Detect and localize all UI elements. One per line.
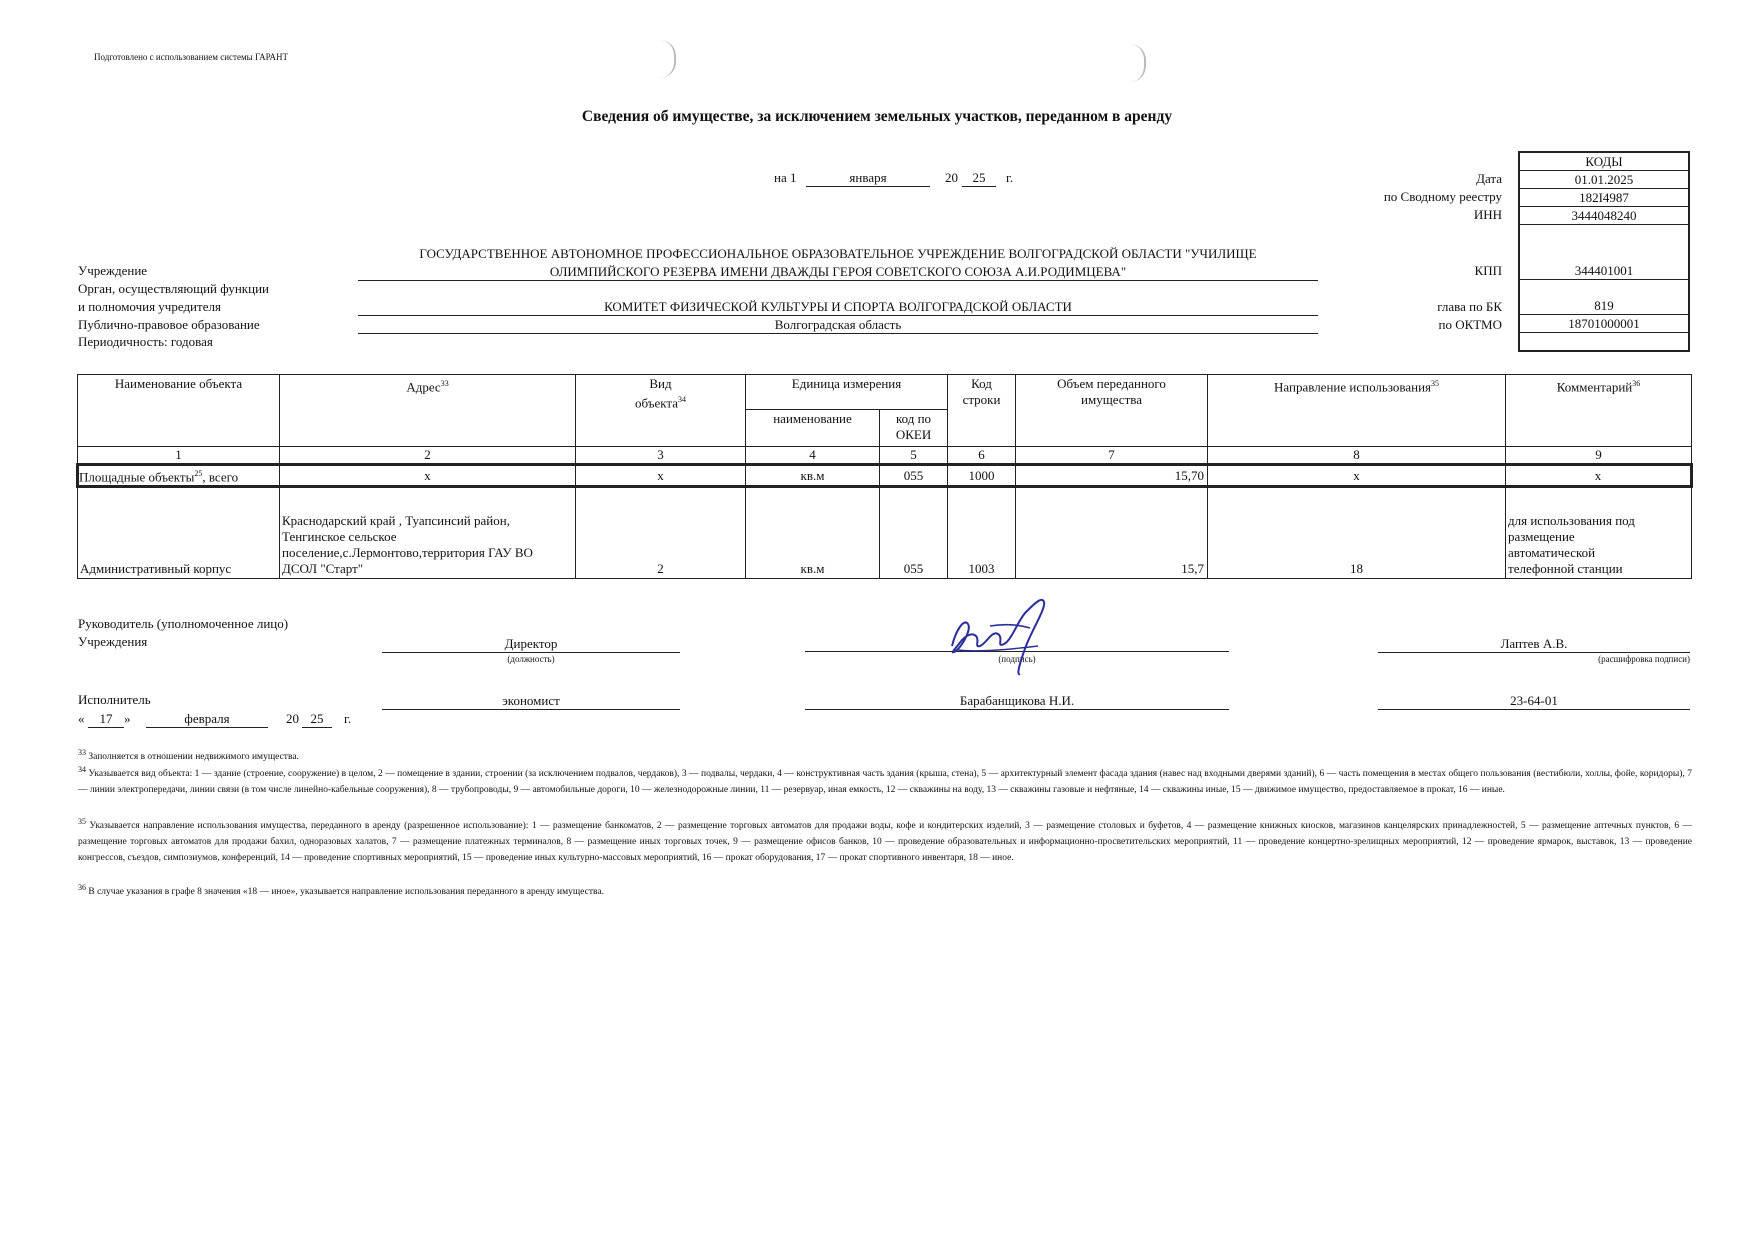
total-address: х bbox=[280, 465, 576, 487]
codes-table bbox=[1518, 151, 1690, 352]
institution-name-line2: ОЛИМПИЙСКОГО РЕЗЕРВА ИМЕНИ ДВАЖДЫ ГЕРОЯ СОВЕТСКОГО СОЮЗА А.И.РОДИМЦЕВА" bbox=[358, 264, 1318, 281]
code-label-registry: по Сводному реестру bbox=[1383, 189, 1502, 204]
head-name: Лаптев А.В. bbox=[1378, 636, 1690, 653]
sign-date-year: 25 bbox=[302, 711, 332, 728]
header-comment: Комментарий$^{36}$ bbox=[1506, 375, 1692, 447]
code-label-kpp: КПП bbox=[1474, 263, 1502, 278]
document-title: Сведения об имуществе, за исключением земельных участков, переданном в аренду bbox=[581, 108, 1173, 125]
public-entity-value: Волгоградская область bbox=[358, 317, 1318, 334]
public-entity-label: Публично-правовое образование bbox=[78, 317, 260, 332]
total-volume: 15,70 bbox=[1016, 465, 1208, 487]
total-row-code: 1000 bbox=[948, 465, 1016, 487]
header-unit-name: наименование bbox=[746, 410, 880, 447]
total-type: х bbox=[576, 465, 746, 487]
code-value-date: 01.01.2025 bbox=[1519, 171, 1689, 189]
row-comment: для использования под размещение автоматической телефонной станции bbox=[1506, 487, 1692, 579]
institution-name-line1: ГОСУДАРСТВЕННОЕ АВТОНОМНОЕ ПРОФЕССИОНАЛЬНОЕ ОБРАЗОВАТЕЛЬНОЕ УЧРЕЖДЕНИЕ ВОЛГОГРАДСКОЙ ОБЛАСТИ "УЧИЛИЩЕ bbox=[419, 246, 1257, 261]
executor-label: Исполнитель bbox=[78, 692, 151, 707]
row-name: Административный корпус bbox=[78, 487, 280, 579]
name-caption: (расшифровка подписи) bbox=[1598, 654, 1690, 664]
header-object-type: Вид объекта$^{34}$ bbox=[576, 375, 746, 447]
code-value-registry: 182I4987 bbox=[1519, 189, 1689, 207]
col-number: 3 bbox=[576, 447, 746, 465]
scan-mark-right bbox=[1130, 44, 1146, 82]
position-caption: (должность) bbox=[507, 654, 555, 664]
code-label-oktmo: по ОКТМО bbox=[1438, 317, 1502, 332]
header-unit-code: код по ОКЕИ bbox=[880, 410, 948, 447]
codes-heading: КОДЫ bbox=[1519, 152, 1689, 171]
signature-caption: (подпись) bbox=[998, 654, 1036, 664]
property-table bbox=[76, 374, 1693, 579]
total-comment: х bbox=[1506, 465, 1692, 487]
executor-phone: 23-64-01 bbox=[1378, 693, 1690, 710]
row-volume: 15,7 bbox=[1016, 487, 1208, 579]
code-value-oktmo: 18701000001 bbox=[1519, 315, 1689, 333]
footnote-34: $^{34}$ Указывается вид объекта: 1 — здание (строение, сооружение) в целом, 2 — помещение в здании, строении (за исключением подвалов, чердаков), 3 — подвалы, чердаки, 4 — конструктивная часть здания (крыша, стена), 5 — архитектурный элемент фасада здания (навес над входными дверями зданий), 6 — часть помещения в местах общего пользования (вестибюли, холлы, фойе, коридоры), 7 — линии электропередачи, линии связи (в том числе линейно-кабельные сооружения), 8 — трубопроводы, 9 — автомобильные дороги, 10 — железнодорожные линии, 11 — резервуар, иная емкость, 12 — скважины на воду, 13 — скважины газовые и нефтяные, 14 — скважины иные, 15 — движимое имущество, предоставляемое в прокат, 16 — иные. bbox=[78, 765, 1693, 796]
code-label-bk: глава по БК bbox=[1437, 299, 1502, 314]
table-row bbox=[78, 487, 1692, 579]
founder-label-line2: и полномочия учредителя bbox=[78, 299, 221, 314]
row-code: 1003 bbox=[948, 487, 1016, 579]
col-number: 6 bbox=[948, 447, 1016, 465]
header-name: Наименование объекта bbox=[78, 375, 280, 447]
col-number: 1 bbox=[78, 447, 280, 465]
code-value-bk: 819 bbox=[1519, 280, 1689, 315]
footnote-35: $^{35}$ Указывается направление использования имущества, переданного в аренду (разрешенное использование): 1 — размещение банкоматов, 2 — размещение торговых автоматов для продажи воды, кофе и кондитерских изделий, 3 — размещение столовых и буфетов, 4 — размещение книжных киосков, магазинов канцелярских принадлежностей, 5 — размещение аптечных пунктов, 6 — размещение торговых автоматов для продажи бахил, одноразовых халатов, 7 — размещение платежных терминалов, 8 — размещение иных торговых точек, 9 — размещение офисов банков, 10 — проведение образовательных и информационно-просветительских мероприятий, 11 — проведение концертно-зрелищных мероприятий, 12 — проведение ярмарок, выставок, 13 — проведение конгрессов, съездов, симпозиумов, конференций, 14 — проведение спортивных мероприятий, 15 — проведение иных культурно-массовых мероприятий, 16 — прокат оборудования, 17 — прокат спортивного инвентаря, 18 — иное. bbox=[78, 817, 1692, 864]
report-date-year: 25 bbox=[962, 170, 996, 187]
head-label-line1: Руководитель (уполномоченное лицо) bbox=[78, 616, 289, 631]
head-position: Директор bbox=[382, 636, 680, 653]
total-row bbox=[78, 465, 1692, 487]
col-number: 8 bbox=[1208, 447, 1506, 465]
code-value-inn: 3444048240 bbox=[1519, 207, 1689, 225]
periodicity-label: Периодичность: годовая bbox=[78, 334, 213, 349]
header-row-code: Код строки bbox=[948, 375, 1016, 447]
code-value-empty bbox=[1519, 333, 1689, 352]
report-date-month: января bbox=[806, 170, 930, 187]
row-unit-name: кв.м bbox=[746, 487, 880, 579]
total-direction: х bbox=[1208, 465, 1506, 487]
row-type: 2 bbox=[576, 487, 746, 579]
executor-name: Барабанщикова Н.И. bbox=[805, 693, 1229, 710]
founder-value: КОМИТЕТ ФИЗИЧЕСКОЙ КУЛЬТУРЫ И СПОРТА ВОЛГОГРАДСКОЙ ОБЛАСТИ bbox=[358, 299, 1318, 316]
footnote-36: $^{36}$ В случае указания в графе 8 значения «18 — иное», указывается направление использования переданного в аренду имущества. bbox=[78, 883, 604, 898]
code-label-inn: ИНН bbox=[1473, 207, 1502, 222]
col-number: 5 bbox=[880, 447, 948, 465]
row-unit-code: 055 bbox=[880, 487, 948, 579]
total-unit-name: кв.м bbox=[746, 465, 880, 487]
row-address: Краснодарский край , Туапсинсий район, Тенгинское сельское поселение,с.Лермонтово,территория ГАУ ВО ДСОЛ "Старт" bbox=[280, 487, 576, 579]
executor-position: экономист bbox=[382, 693, 680, 710]
garant-note: Подготовлено с использованием системы ГАРАНТ bbox=[94, 52, 289, 62]
col-number: 9 bbox=[1506, 447, 1692, 465]
sign-date-day: 17 bbox=[88, 711, 124, 728]
handwritten-signature bbox=[946, 590, 1066, 680]
header-direction: Направление использования$^{35}$ bbox=[1208, 375, 1506, 447]
institution-label: Учреждение bbox=[78, 263, 148, 278]
col-number: 2 bbox=[280, 447, 576, 465]
sign-date-month: февраля bbox=[146, 711, 268, 728]
header-address: Адрес$^{33}$ bbox=[280, 375, 576, 447]
code-label-date: Дата bbox=[1476, 171, 1502, 186]
header-unit: Единица измерения bbox=[746, 375, 948, 410]
row-direction: 18 bbox=[1208, 487, 1506, 579]
column-number-row bbox=[78, 447, 1692, 465]
total-name: Площадные объекты$^{25}$, всего bbox=[78, 465, 280, 487]
col-number: 4 bbox=[746, 447, 880, 465]
col-number: 7 bbox=[1016, 447, 1208, 465]
header-volume: Объем переданного имущества bbox=[1016, 375, 1208, 447]
head-label-line2: Учреждения bbox=[78, 634, 148, 649]
code-value-kpp: 344401001 bbox=[1519, 225, 1689, 280]
scan-mark-left bbox=[660, 40, 676, 78]
founder-label-line1: Орган, осуществляющий функции bbox=[78, 281, 269, 296]
footnote-33: $^{33}$ Заполняется в отношении недвижимого имущества. bbox=[78, 748, 299, 763]
total-unit-code: 055 bbox=[880, 465, 948, 487]
